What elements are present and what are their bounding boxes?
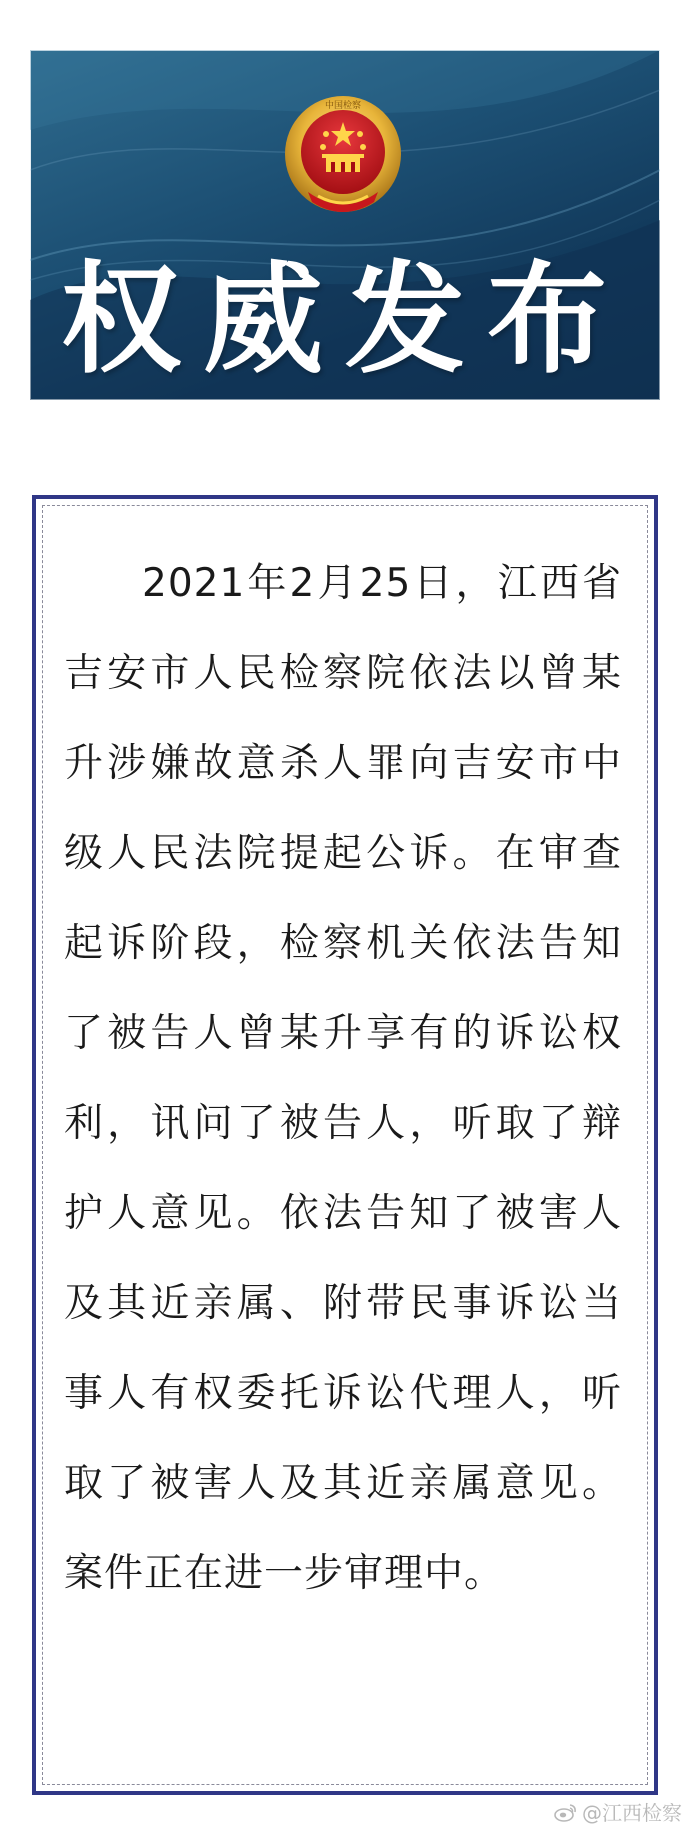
banner-title: 权威发布	[61, 249, 629, 390]
banner	[30, 50, 660, 400]
article-frame	[32, 495, 658, 1795]
procuratorate-emblem	[278, 92, 408, 222]
svg-text:中国检察: 中国检察	[324, 101, 362, 111]
weibo-icon	[554, 1802, 578, 1822]
article-body: 2021年2月25日，江西省吉安市人民检察院依法以曾某升涉嫌故意杀人罪向吉安市中级人民法院提起公诉。在审查起诉阶段，检察机关依法告知了被告人曾某升享有的诉讼权利，讯问了被告人，听取了辩护人意见。依法告知了被害人及其近亲属、附带民事诉讼当事人有权委托诉讼代理人，听取了被害人及其近亲属意见。案件正在进一步审理中。	[64, 561, 622, 1596]
watermark-text: @江西检察	[582, 1801, 682, 1825]
weibo-watermark	[554, 1797, 682, 1826]
